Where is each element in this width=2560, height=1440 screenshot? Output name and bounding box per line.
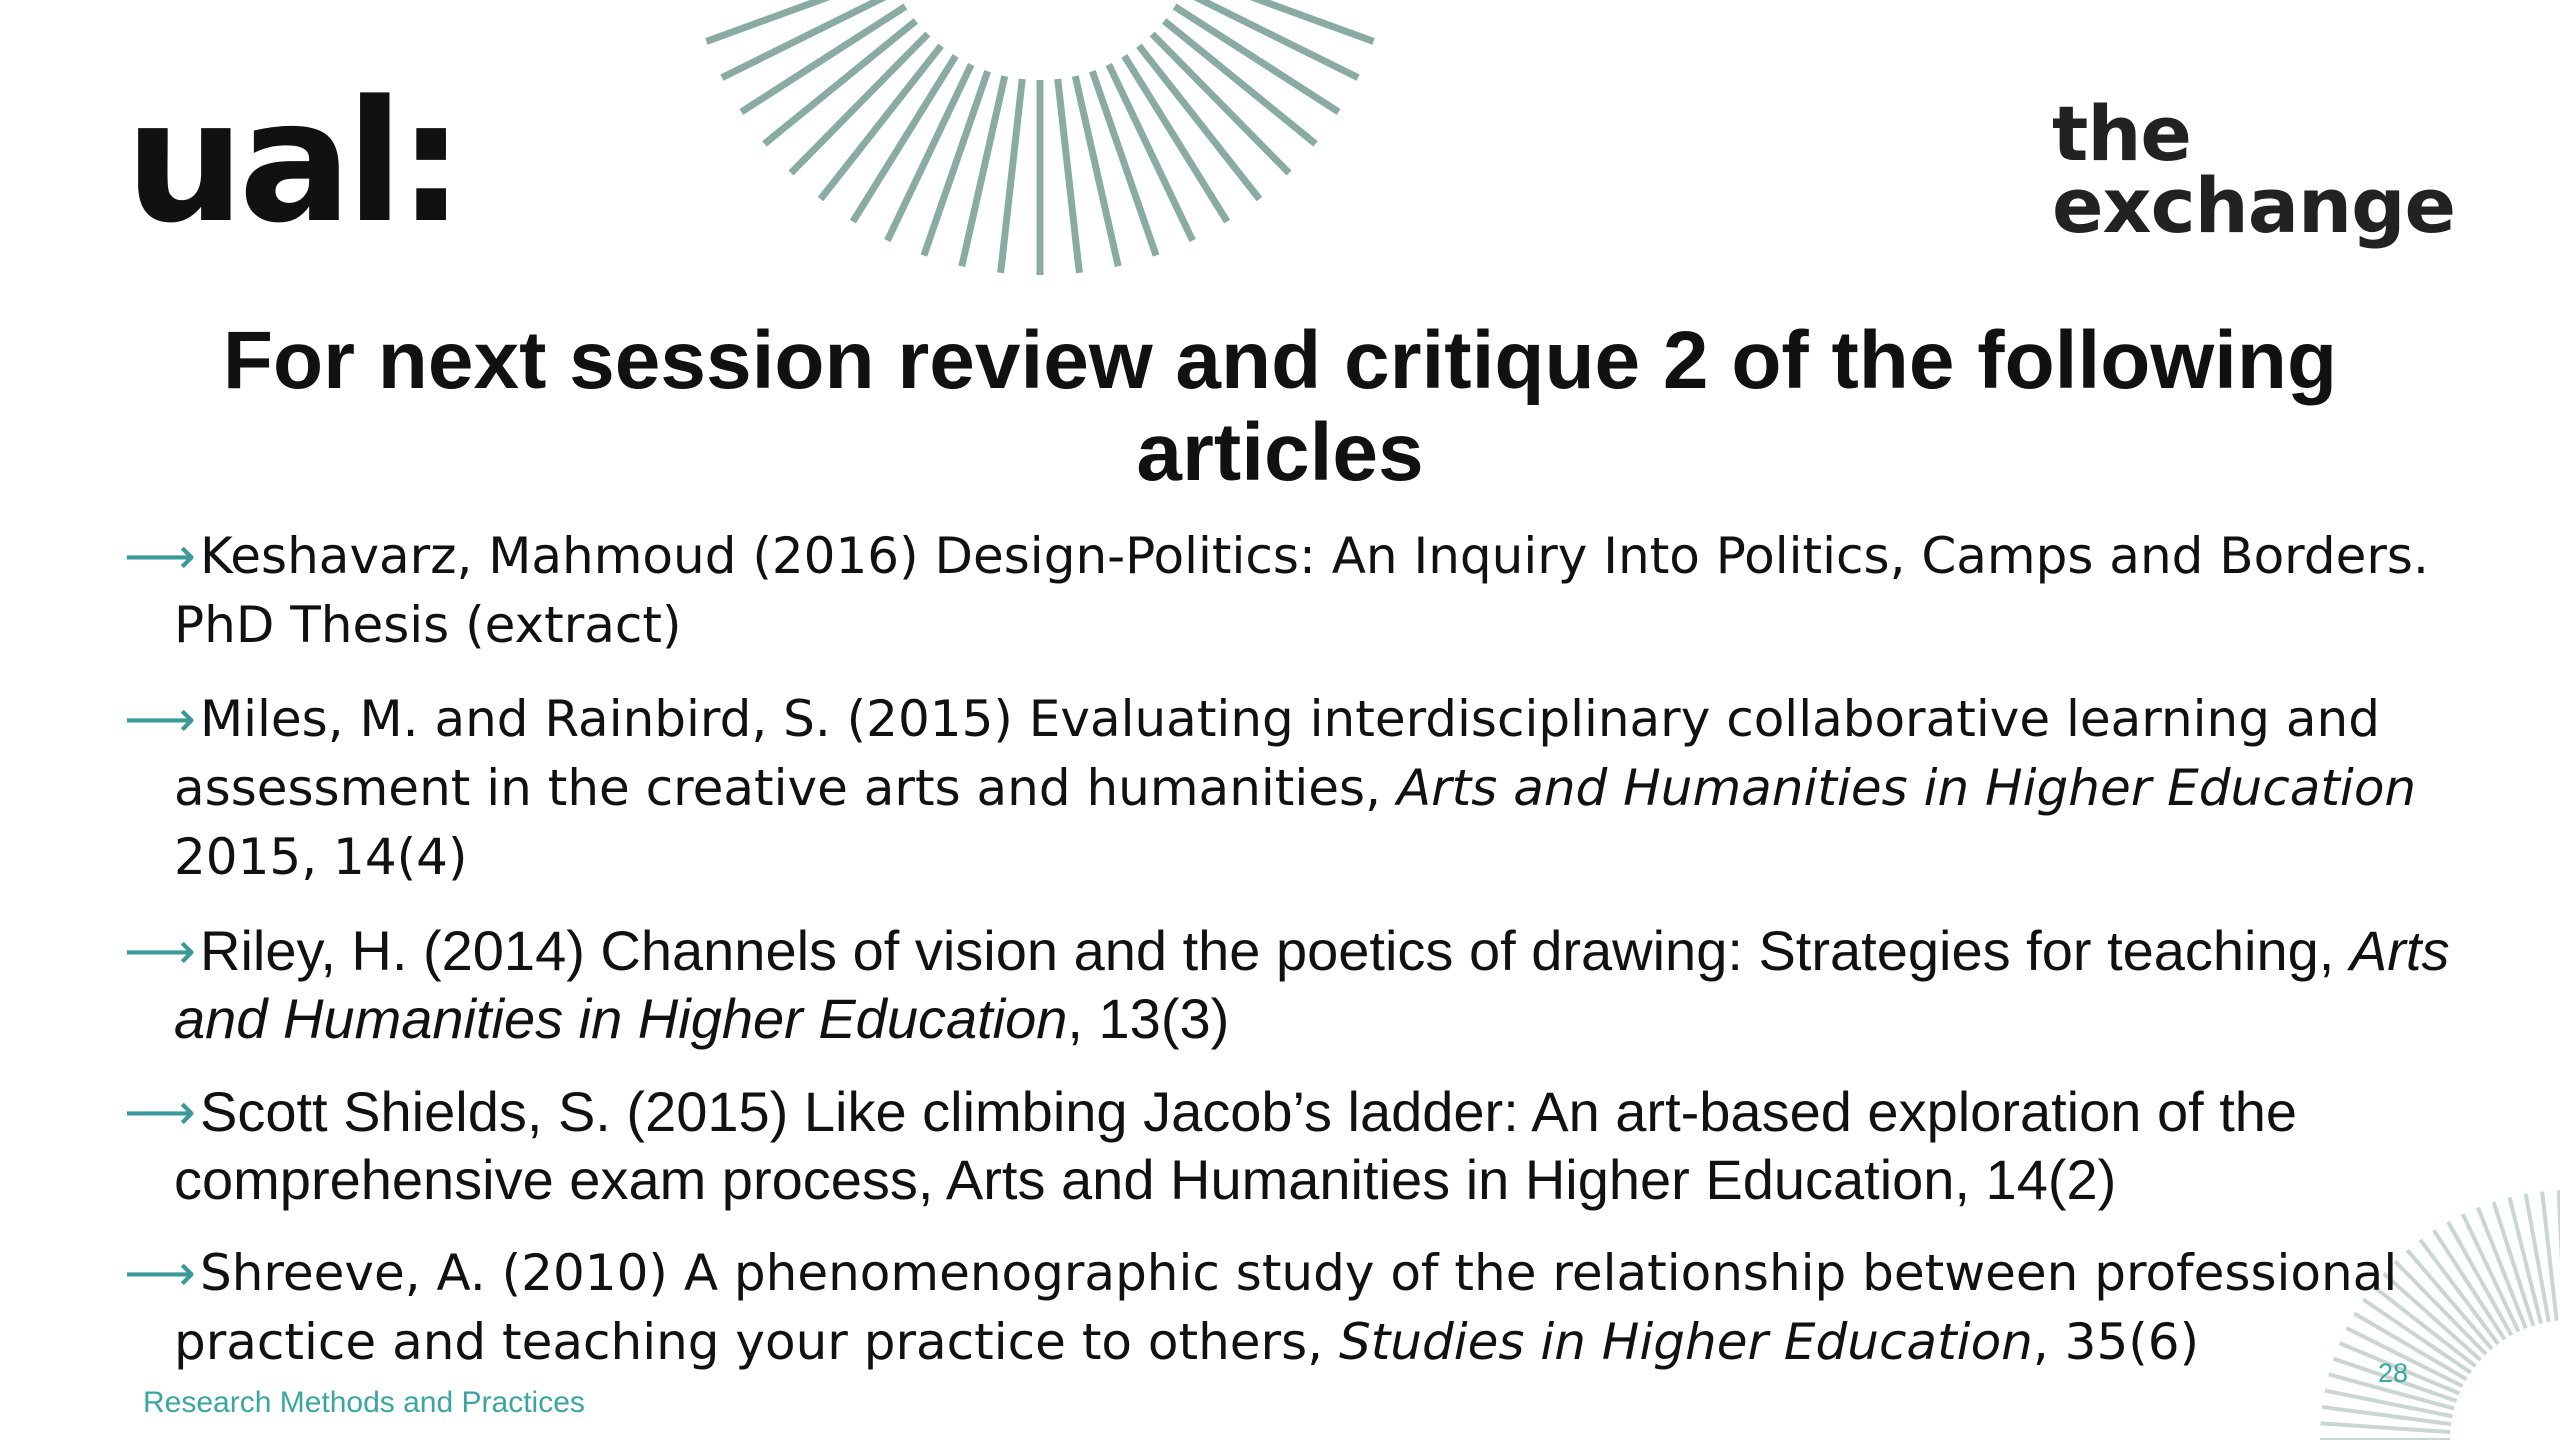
arrow-bullet-icon: ⟶ [124,1083,196,1141]
journal-name: Arts and Humanities in Higher Education [1396,759,2417,817]
reference-text: Miles, M. and Rainbird, S. (2015) Evaluating interdisciplinary collaborative learning and assessment in the creative arts and humanities, Arts and Humanities in Higher Education 2015, 14(4) [174,690,2417,886]
reference-text: Shreeve, A. (2010) A phenomenographic study of the relationship between professional practice and teaching your practice to others, Studies in Higher Education, 35(6) [174,1244,2398,1371]
reference-item [124,685,2514,892]
arrow-bullet-icon: ⟶ [124,527,196,585]
reference-text: Riley, H. (2014) Channels of vision and the poetics of drawing: Strategies for teaching, Arts and Humanities in Higher Education, 13(3) [174,919,2450,1050]
reference-item [124,522,2514,660]
arrow-bullet-icon: ⟶ [124,690,196,748]
reference-text: Scott Shields, S. (2015) Like climbing Jacob’s ladder: An art-based exploration of the comprehensive exam process, Arts and Humanities in Higher Education, 14(2) [174,1080,2298,1211]
sunburst-ray [1075,76,1118,266]
arrow-bullet-icon: ⟶ [124,1244,196,1302]
footer-course-title: Research Methods and Practices [143,1386,585,1419]
exchange-logo-line2: exchange [2052,161,2456,250]
page-number: 28 [2378,1358,2409,1388]
exchange-logo-line1: the [2052,89,2191,178]
reference-text: Keshavarz, Mahmoud (2016) Design-Politics: An Inquiry Into Politics, Camps and Borders. PhD Thesis (extract) [174,527,2429,654]
reference-item [124,1078,2514,1214]
the-exchange-logo [2052,89,2456,250]
reference-item [124,917,2514,1053]
reference-item [124,1239,2514,1377]
sunburst-ray [2322,1407,2451,1424]
sunburst-ray [1001,79,1023,273]
sunburst-ray [1058,79,1080,273]
sunburst-ray [962,76,1005,266]
sunburst-decoration-top [640,0,1440,290]
arrow-bullet-icon: ⟶ [124,922,196,980]
journal-name: Arts and Humanities in Higher Education [174,919,2450,1050]
slide-title: For next session review and critique 2 of the following articles [222,315,2338,498]
journal-name: Studies in Higher Education [1338,1313,2033,1371]
reference-list [124,522,2514,1402]
sunburst-ray [2321,1423,2451,1432]
ual-logo: ual: [125,64,459,260]
